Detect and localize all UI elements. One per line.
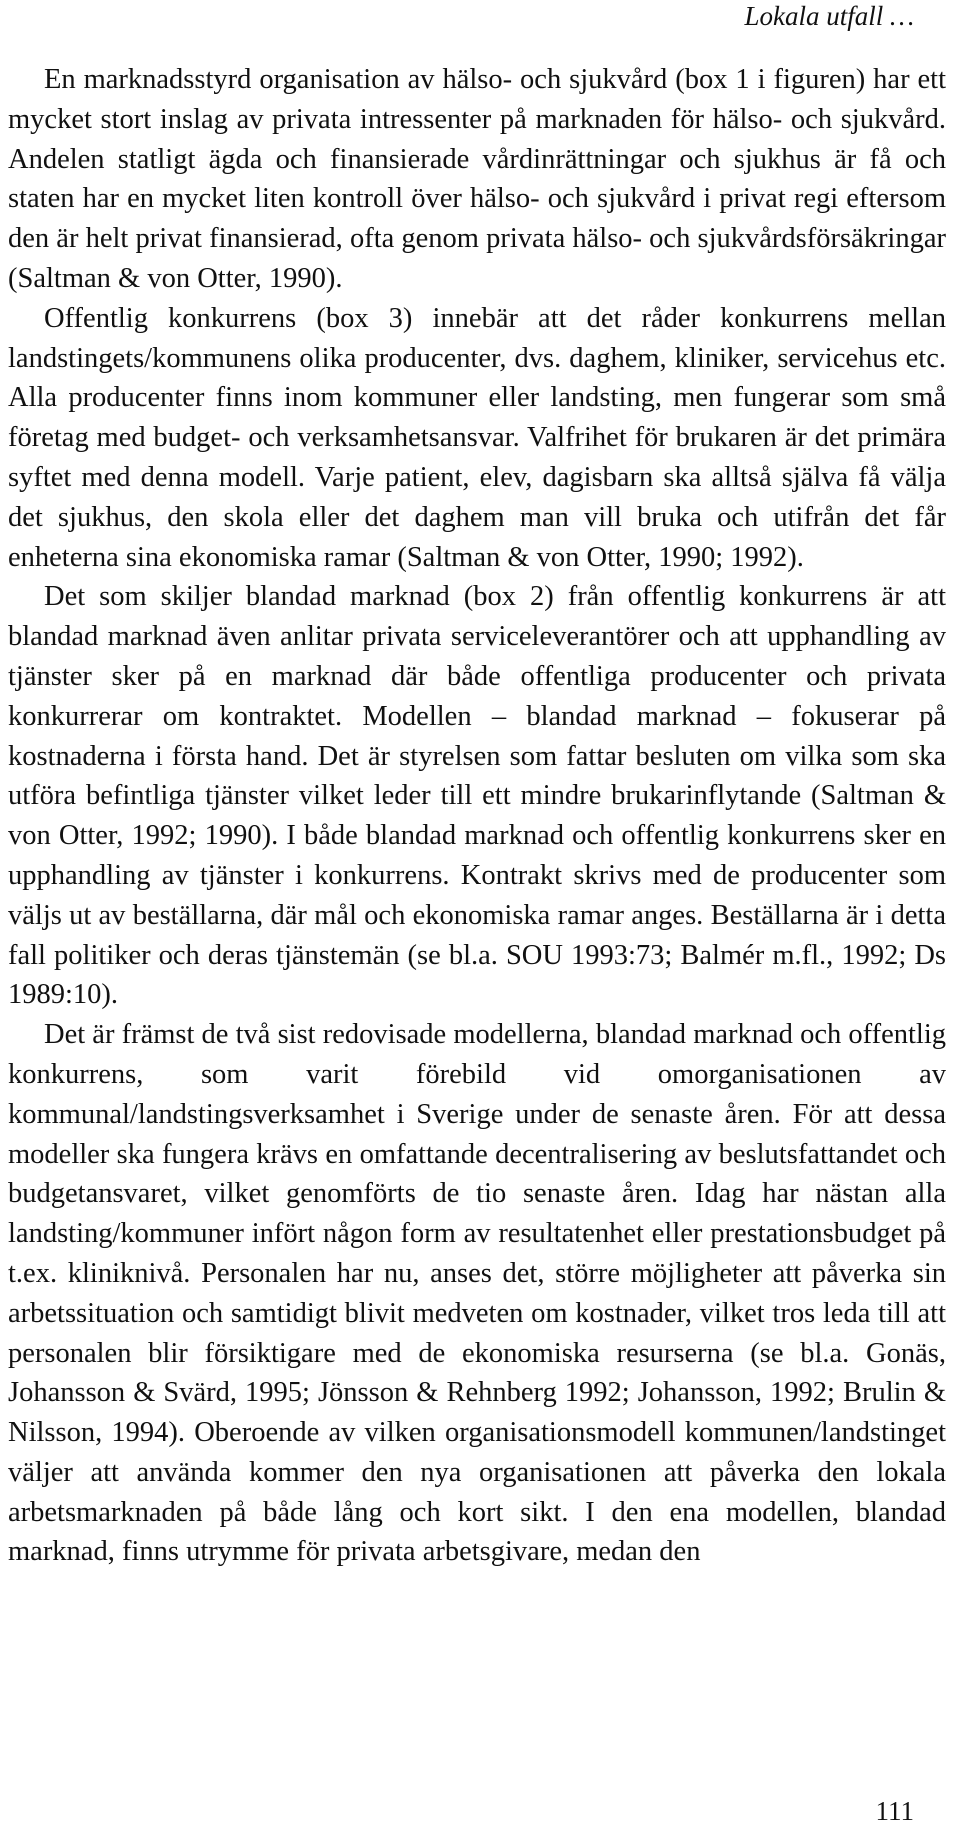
- paragraph-1: En marknadsstyrd organisation av hälso- och sjukvård (box 1 i figuren) har ett mycket stort inslag av privata intressenter på marknaden för hälso- och sjukvård. Andelen statligt ägda och finansierade vårdinrättningar och sjukhus är få och staten har en mycket liten kontroll över hälso- och sjukvård i privat regi eftersom den är helt privat finansierad, ofta genom privata hälso- och sjukvårdsförsäkringar (Saltman & von Otter, 1990).: [8, 64, 946, 294]
- paragraph-2: Offentlig konkurrens (box 3) innebär att det råder konkurrens mellan landstingets/kommunens olika producenter, dvs. daghem, kliniker, servicehus etc. Alla producenter finns inom kommuner eller landsting, men fungerar som små företag med budget- och verksamhetsansvar. Valfrihet för brukaren är det primära syftet med denna modell. Varje patient, elev, dagisbarn ska alltså själva få välja det sjukhus, den skola eller det daghem man vill bruka och utifrån det får enheterna sina ekonomiska ramar (Saltman & von Otter, 1990; 1992).: [8, 302, 946, 573]
- running-header: Lokala utfall …: [744, 1, 914, 31]
- paragraph-4: Det är främst de två sist redovisade modellerna, blandad marknad och offentlig konkurrens, som varit förebild vid omorganisationen av kommunal/landstingsverksamhet i Sverige under de senaste åren. För att dessa modeller ska fungera krävs en omfattande decentralisering av beslutsfattandet och budgetansvaret, vilket genomförts de tio senaste åren. Idag har nästan alla landsting/kommuner infört någon form av resultatenhet eller prestationsbudget på t.ex. kliniknivå. Personalen har nu, anses det, större möjligheter att påverka sin arbetssituation och samtidigt blivit medveten om kostnader, vilket tros leda till att personalen blir försiktigare med de ekonomiska resurserna (se bl.a. Gonäs, Johansson & Svärd, 1995; Jönsson & Rehnberg 1992; Johansson, 1992; Brulin & Nilsson, 1994). Oberoende av vilken organisationsmodell kommunen/landstinget väljer att använda kommer den nya organisationen att påverka den lokala arbetsmarknaden på både lång och kort sikt. I den ena modellen, blandad marknad, finns utrymme för privata arbetsgivare, medan den: [8, 1019, 946, 1568]
- body-text: [8, 60, 946, 1572]
- paragraph-3: Det som skiljer blandad marknad (box 2) från offentlig konkurrens är att blandad marknad även anlitar privata serviceleverantörer och att upphandling av tjänster sker på en marknad där både offentliga producenter och privata konkurrerar om kontraktet. Modellen – blandad marknad – fokuserar på kostnaderna i första hand. Det är styrelsen som fattar besluten om vilka som ska utföra befintliga tjänster vilket leder till ett mindre brukarinflytande (Saltman & von Otter, 1992; 1990). I både blandad marknad och offentlig konkurrens sker en upphandling av tjänster i konkurrens. Kontrakt skrivs med de producenter som väljs ut av beställarna, där mål och ekonomiska ramar anges. Beställarna är i detta fall politiker och deras tjänstemän (se bl.a. SOU 1993:73; Balmér m.fl., 1992; Ds 1989:10).: [8, 581, 946, 1011]
- page-number: 111: [875, 1796, 914, 1826]
